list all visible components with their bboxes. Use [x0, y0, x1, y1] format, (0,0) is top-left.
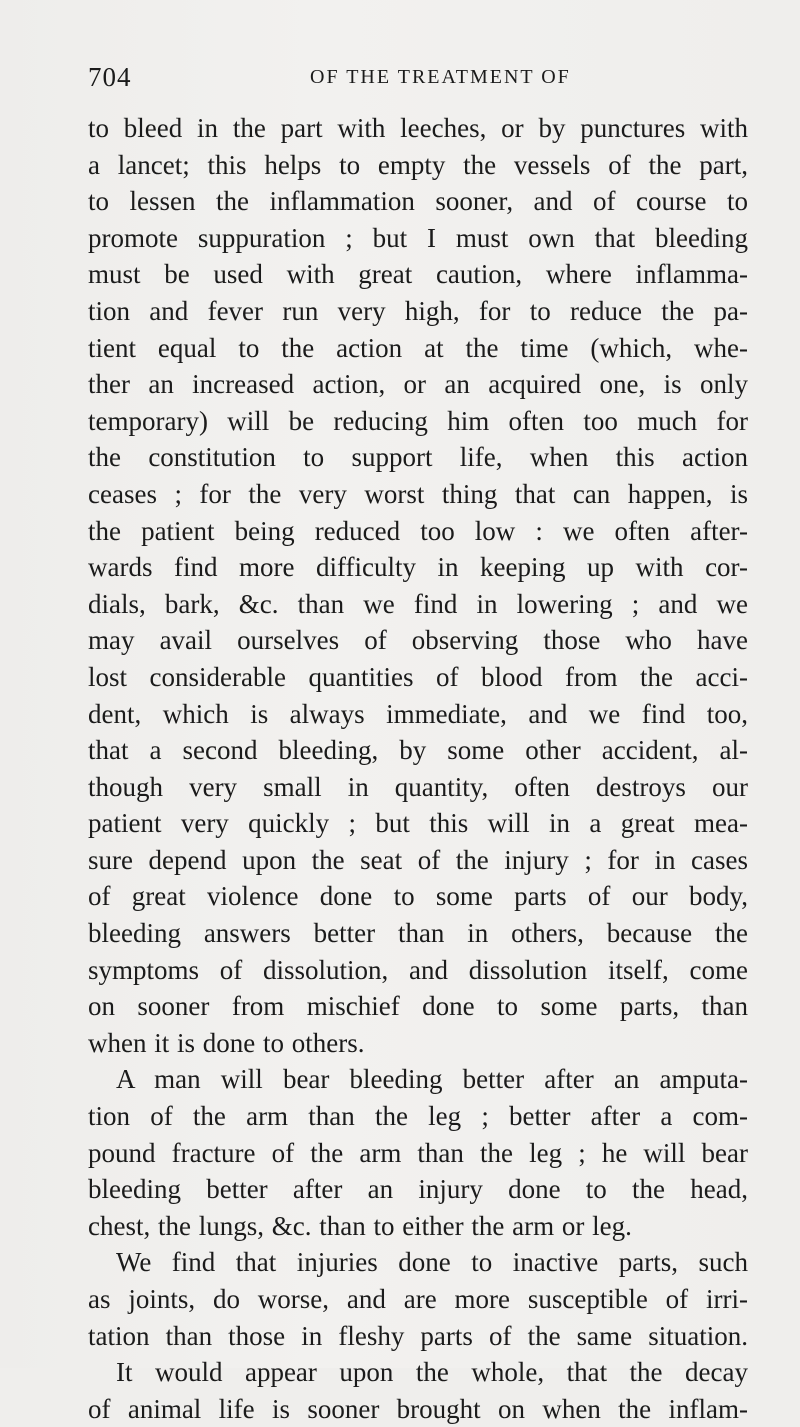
text-line: ther an increased action, or an acquired one, is only: [88, 369, 748, 400]
text-line: when it is done to others.: [88, 1027, 365, 1058]
text-line: though very small in quantity, often destroys our: [88, 771, 748, 802]
text-line: patient very quickly ; but this will in a great mea-: [88, 808, 748, 839]
text-line: tation than those in fleshy parts of the same situation.: [88, 1320, 748, 1351]
text-line: may avail ourselves of observing those who have: [88, 625, 748, 656]
text-line: tion and fever run very high, for to reduce the pa-: [88, 295, 748, 326]
text-line: dent, which is always immediate, and we find too,: [88, 698, 748, 729]
text-line: to bleed in the part with leeches, or by punctures with: [88, 113, 748, 143]
text-line: bleeding answers better than in others, because the: [88, 918, 748, 949]
text-line: wards find more difficulty in keeping up with cor-: [88, 552, 748, 583]
text-line: A man will bear bleeding better after an amputa-: [116, 1064, 748, 1095]
text-line: pound fracture of the arm than the leg ; he will bear: [88, 1137, 748, 1168]
text-line: ceases ; for the very worst thing that can happen, is: [88, 478, 748, 509]
text-line: the patient being reduced too low : we often after-: [88, 515, 748, 546]
text-line: to lessen the inflammation sooner, and of course to: [88, 186, 748, 217]
text-line: of great violence done to some parts of our body,: [88, 881, 748, 912]
text-line: bleeding better after an injury done to the head,: [88, 1174, 748, 1205]
text-line: temporary) will be reducing him often too much for: [88, 405, 748, 436]
text-line: symptoms of dissolution, and dissolution itself, come: [88, 954, 748, 985]
text-line: promote suppuration ; but I must own that bleeding: [88, 222, 748, 253]
text-line: We find that injuries done to inactive parts, such: [116, 1247, 748, 1278]
text-line: a lancet; this helps to empty the vessels of the part,: [88, 149, 748, 180]
text-line: tient equal to the action at the time (which, whe-: [88, 332, 748, 363]
running-title: OF THE TREATMENT OF: [310, 66, 571, 88]
text-line: It would appear upon the whole, that the decay: [116, 1357, 748, 1388]
text-line: must be used with great caution, where inflamma-: [88, 259, 748, 290]
text-line: as joints, do worse, and are more susceptible of irri-: [88, 1284, 748, 1314]
text-line: lost considerable quantities of blood from the acci-: [88, 661, 748, 692]
text-line: of animal life is sooner brought on when the inflam-: [88, 1393, 748, 1424]
text-line: sure depend upon the seat of the injury ; for in cases: [88, 844, 748, 875]
page-number: 704: [88, 62, 132, 92]
text-line: that a second bleeding, by some other accident, al-: [88, 735, 748, 766]
text-line: chest, the lungs, &c. than to either the arm or leg.: [88, 1210, 632, 1241]
text-line: tion of the arm than the leg ; better after a com-: [88, 1101, 748, 1132]
running-header: [88, 62, 748, 98]
text-line: on sooner from mischief done to some parts, than: [88, 991, 748, 1022]
body-text: [88, 110, 748, 1427]
text-line: the constitution to support life, when this action: [88, 442, 748, 473]
text-line: dials, bark, &c. than we find in lowering ; and we: [88, 588, 748, 619]
